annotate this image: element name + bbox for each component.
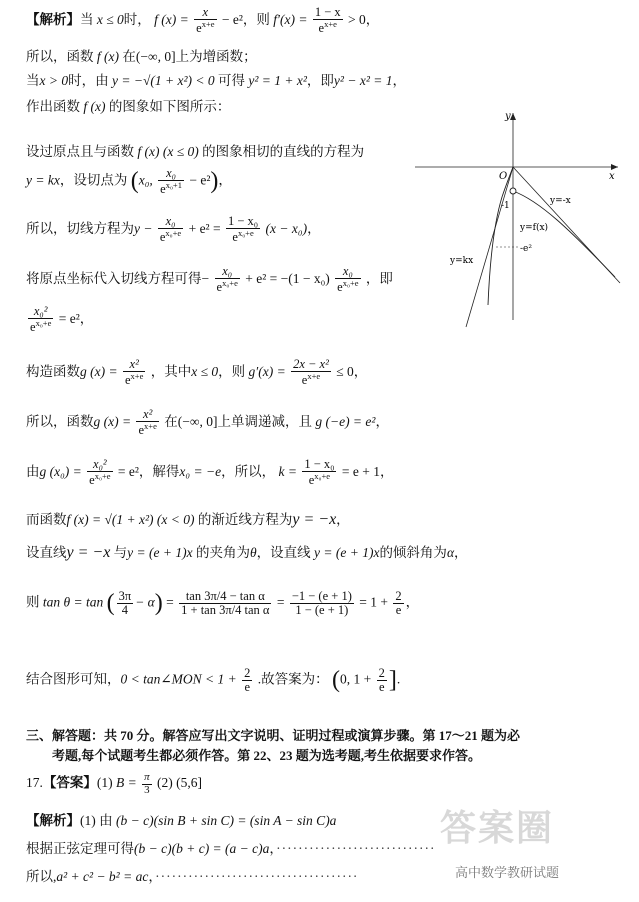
x-axis-label: x [609,171,615,182]
kx-label: y=kx [450,256,474,266]
fraction: $\frac{x}{e^{x+e}}$ [196,5,215,36]
function-graph [410,105,625,330]
fx-label: y=f(x) [520,223,549,233]
fraction: $\frac{1 - x}{e^{x+e}}$ [314,5,341,36]
analysis-tag: 【解析】 [26,11,80,27]
solution-line-6: y = kx，设切点为 (x₀, $\frac{\text{x₀}}{e^{x_0+1}}$ − e²)， [26,165,232,197]
solution-line-13: 而函数f (x) = √(1 + x²) (x < 0) 的渐近线方程为y = −x， [26,511,350,528]
solution-line-4: 作出函数 f (x) 的图象如下图所示： [26,99,231,114]
solution-line-16: 结合图形可知，0 < tan∠MON < 1 + $\frac{2}{e}$ .故答案为： (0, 1 + $\frac{2}{e}$ ]. [26,665,401,695]
solution-line-3: 当x > 0时，由 y = −√(1 + x²) < 0 可得 y² = 1 + x²，即y² − x² = 1， [26,73,406,88]
solution-line-5: 设过原点且与函数 f (x) (x ≤ 0) 的图象相切的直线的方程为 [26,144,365,159]
q17-step-1: 根据正弦定理可得(b − c)(b + c) = (a − c)a，····························· [26,841,436,856]
solution-line-9: $\frac{\text{x₀²}}{e^{x_0+e}}$ = e²， [30,304,94,335]
section-header-cont: 考题,每个试题考生都必须作答。第 22、23 题为选考题,考生依据要求作答。 [52,748,482,763]
watermark-logo: 答案圈 [440,807,555,849]
solution-line-11: 所以，函数g (x) = $\frac{\text{x²}}{e^{x+e}}$ 在(−∞, 0]上单调递减，且 g (−e) = e²， [26,407,389,438]
open-point [510,188,516,194]
x-axis-arrow [611,164,618,170]
y-axis-arrow [510,113,516,120]
origin-label: O [499,171,508,182]
solution-line-10: 构造函数g (x) = $\frac{\text{x²}}{e^{x+e}}$ ，其中x ≤ 0，则 g′(x) = $\frac{\text{2x − x²}}{e^{x+e}}$ ≤ 0， [26,357,368,388]
q17-analysis: 【解析】(1) 由 (b − c)(sin B + sin C) = (sin A − sin C)a [26,813,337,828]
solution-line-1: 【解析】当 x ≤ 0时， f (x) = $\frac{x}{e^{x+e}}$ − e²，则 f′(x) = $\frac{1 - x}{e^{x+e}}$ > 0， [26,5,380,36]
solution-line-15: 则 tan θ = tan ( $\frac{3\pi}{4}$ − α) = $\frac{\text{tan 3π/4 − tan α}}{\text{1 + tan 3π/4 tan α}}$ = $\frac{-1 - (e + 1)}{1 - (e + 1)}$ = 1 + $\frac{2}{e}$ ， [26,588,420,618]
minus-one-label: -1 [501,201,510,211]
curve-fx-left [488,167,513,305]
q17-step-2: 所以,a² + c² − b² = ac，····································· [26,869,359,884]
watermark-text: 高中数学教研试题 [455,866,560,881]
line-neg-x-label: y=-x [550,196,571,206]
solution-line-2: 所以，函数 f (x) 在(−∞, 0]上为增函数； [26,49,257,64]
solution-line-12: 由g (x₀) = $\frac{\text{x₀²}}{e^{x_0+e}}$ = e²，解得x₀ = −e，所以， k = $\frac{\text{1 − x₀}}{e^{x_0+e}}$ = e + 1， [26,457,394,488]
solution-line-7: 所以，切线方程为y − $\frac{\text{x₀}}{e^{x_0+e}}$ + e² = $\frac{\text{1 − x₀}}{e^{x_0+e}}$ (x − x₀)， [26,214,321,245]
neg-e2-label: -e² [520,244,532,254]
solution-line-14: 设直线y = −x 与y = (e + 1)x 的夹角为θ，设直线 y = (e + 1)x的倾斜角为α， [26,544,468,561]
y-axis-label: y [505,111,511,122]
solution-line-8: 将原点坐标代入切线方程可得− $\frac{\text{x₀}}{e^{x_0+e}}$ + e² = −(1 − x₀) $\frac{\text{x₀}}{e^{x_0+e}}$ ，即 [26,264,393,295]
q17-answer: 17.【答案】(1) B = $\frac{\pi}{3}$ (2) (5,6] [26,771,202,796]
section-header: 三、解答题：共 70 分。解答应写出文字说明、证明过程或演算步骤。第 17～21 题为必 [26,728,521,743]
